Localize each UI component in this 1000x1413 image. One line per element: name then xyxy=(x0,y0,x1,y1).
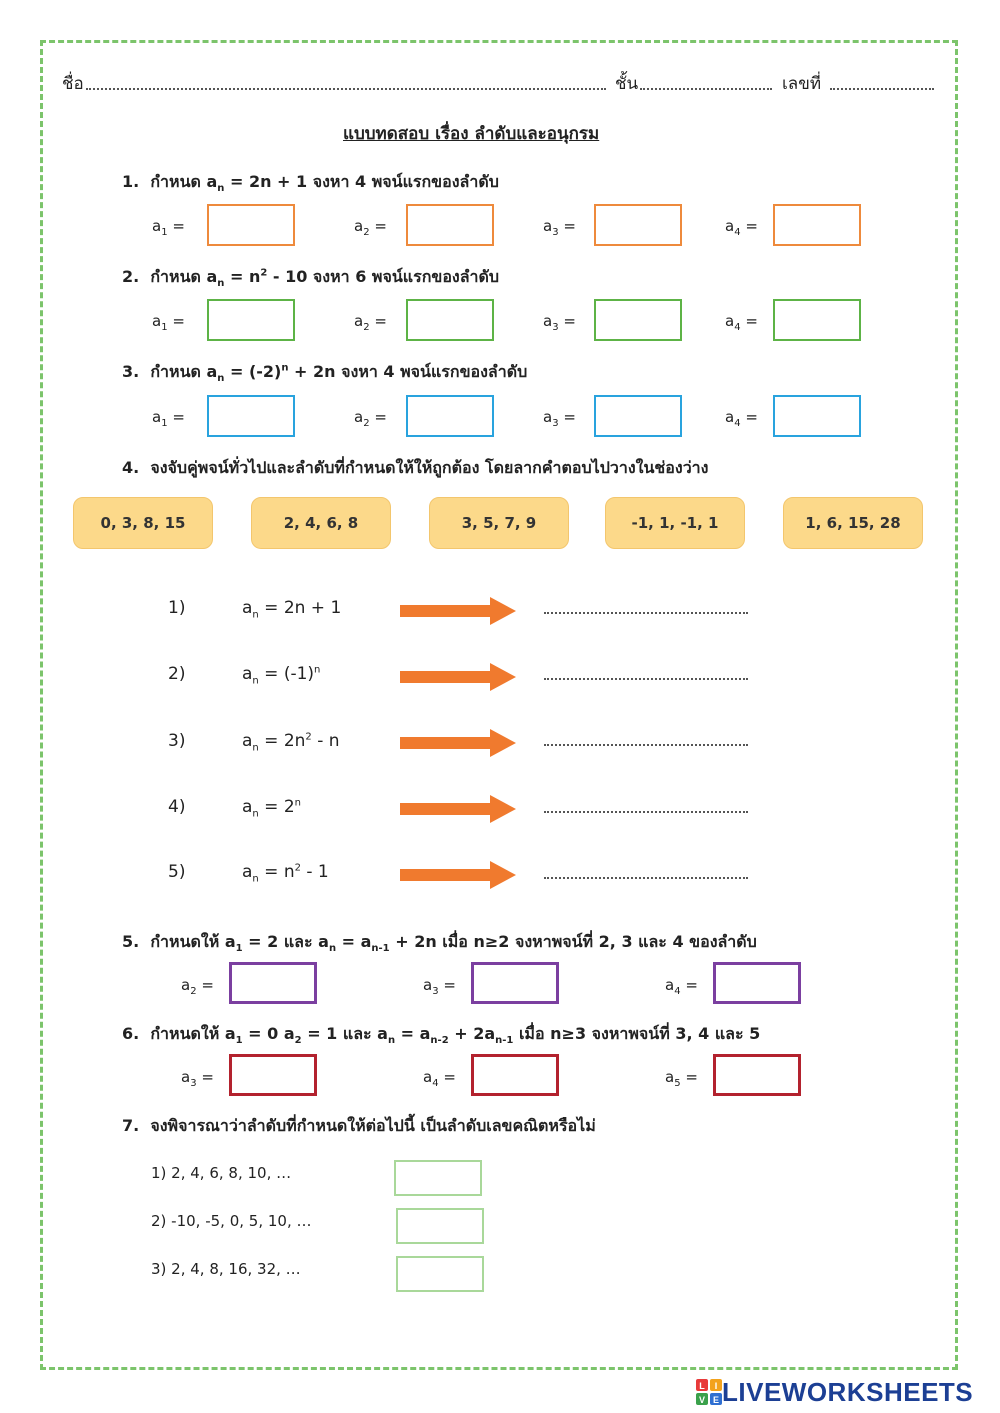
q4-item-5-number: 5) xyxy=(168,862,186,882)
q3-label-a4: $a_4$ = xyxy=(725,408,758,429)
q1-answer-a2[interactable] xyxy=(406,204,494,246)
q5-number: 5. xyxy=(122,932,140,951)
q1-label-a3: $a_3$ = xyxy=(543,217,576,238)
arrow-right-icon xyxy=(398,596,518,626)
q6-number: 6. xyxy=(122,1024,140,1043)
q7-question: 7. จงพิจารณาว่าลำดับที่กำหนดให้ต่อไปนี้ เป็นลำดับเลขคณิตหรือไม่ xyxy=(122,1116,596,1135)
q6-answer-a5[interactable] xyxy=(713,1054,801,1096)
arrow-right-icon xyxy=(398,662,518,692)
q4-drop-zone-5[interactable] xyxy=(544,877,748,879)
q1-label-a4: $a_4$ = xyxy=(725,217,758,238)
q1-sub: n xyxy=(217,183,225,195)
q2-answer-a3[interactable] xyxy=(594,299,682,341)
q6-label-a3: $a_3$ = xyxy=(181,1068,214,1089)
q4-item-1-formula: $a_n = 2n + 1$ xyxy=(242,598,342,621)
q3-answer-a4[interactable] xyxy=(773,395,861,437)
drag-tile-4[interactable]: -1, 1, -1, 1 xyxy=(605,497,745,549)
q3-label-a3: $a_3$ = xyxy=(543,408,576,429)
q6-label-a4: $a_4$ = xyxy=(423,1068,456,1089)
arrow-right-icon xyxy=(398,860,518,890)
name-blank xyxy=(86,88,606,90)
number-blank xyxy=(830,88,934,90)
name-label: ชื่อ xyxy=(62,74,84,94)
q1-text-a: กำหนด a xyxy=(150,172,218,191)
q6-question: 6. กำหนดให้ $a_1 = 0$ $a_2 = 1$ และ $a_n = a_{n-2} + 2a_{n-1}$ เมื่อ n≥3 จงหาพจน์ที่ 3, 4 และ 5 xyxy=(122,1024,761,1047)
liveworksheets-logo-icon xyxy=(696,1379,722,1405)
svg-text:E: E xyxy=(712,1395,720,1405)
q1-label-a1: $a_1$ = xyxy=(152,217,185,238)
q2-label-a3: $a_3$ = xyxy=(543,312,576,333)
q2-answer-a4[interactable] xyxy=(773,299,861,341)
q2-answer-a2[interactable] xyxy=(406,299,494,341)
number-label: เลขที่ xyxy=(782,74,822,94)
q4-item-5-formula: $a_n = n^2 - 1$ xyxy=(242,862,329,885)
q6-label-a5: $a_5$ = xyxy=(665,1068,698,1089)
q2-label-a4: $a_4$ = xyxy=(725,312,758,333)
q4-drop-zone-2[interactable] xyxy=(544,678,748,680)
q1-question xyxy=(122,170,499,195)
q3-answer-a1[interactable] xyxy=(207,395,295,437)
q1-answer-a4[interactable] xyxy=(773,204,861,246)
q6-answer-a4[interactable] xyxy=(471,1054,559,1096)
drag-tile-2[interactable]: 2, 4, 6, 8 xyxy=(251,497,391,549)
q5-answer-a2[interactable] xyxy=(229,962,317,1004)
svg-text:L: L xyxy=(699,1381,705,1391)
q7-answer-1[interactable] xyxy=(394,1160,482,1196)
q4-item-4-formula: $a_n = 2^n$ xyxy=(242,797,301,820)
q5-answer-a4[interactable] xyxy=(713,962,801,1004)
q4-item-2-formula: $a_n = (-1)^n$ xyxy=(242,664,321,687)
q4-item-2-number: 2) xyxy=(168,664,186,684)
arrow-right-icon xyxy=(398,728,518,758)
q3-number: 3. xyxy=(122,362,140,381)
q4-item-1-number: 1) xyxy=(168,598,186,618)
q1-text-b: = 2n + 1 จงหา 4 พจน์แรกของลำดับ xyxy=(224,172,499,191)
q3-answer-a3[interactable] xyxy=(594,395,682,437)
svg-text:I: I xyxy=(714,1381,718,1391)
q7-answer-2[interactable] xyxy=(396,1208,484,1244)
q2-number: 2. xyxy=(122,267,140,286)
class-label: ชั้น xyxy=(615,74,639,94)
q4-drop-zone-1[interactable] xyxy=(544,612,748,614)
q3-question: 3. กำหนด $a_n = (-2)^n + 2n$ จงหา 4 พจน์แรกของลำดับ xyxy=(122,362,528,385)
q5-label-a3: $a_3$ = xyxy=(423,976,456,997)
q3-label-a1: $a_1$ = xyxy=(152,408,185,429)
q3-answer-a2[interactable] xyxy=(406,395,494,437)
svg-text:V: V xyxy=(698,1395,706,1405)
q4-item-4-number: 4) xyxy=(168,797,186,817)
q4-item-3-number: 3) xyxy=(168,731,186,751)
q4-drop-zone-3[interactable] xyxy=(544,744,748,746)
drag-tile-3[interactable]: 3, 5, 7, 9 xyxy=(429,497,569,549)
q5-label-a4: $a_4$ = xyxy=(665,976,698,997)
q7-item-3: 3) 2, 4, 8, 16, 32, … xyxy=(151,1260,301,1278)
q2-label-a2: $a_2$ = xyxy=(354,312,387,333)
q2-label-a1: $a_1$ = xyxy=(152,312,185,333)
q4-item-3-formula: $a_n = 2n^2 - n$ xyxy=(242,731,340,754)
q3-label-a2: $a_2$ = xyxy=(354,408,387,429)
q4-question: 4. จงจับคู่พจน์ทั่วไปและลำดับที่กำหนดให้ให้ถูกต้อง โดยลากคำตอบไปวางในช่องว่าง xyxy=(122,458,709,477)
liveworksheets-logo[interactable] xyxy=(696,1376,973,1408)
q6-answer-a3[interactable] xyxy=(229,1054,317,1096)
q5-answer-a3[interactable] xyxy=(471,962,559,1004)
q2-question: 2. กำหนด $a_n = n^2 - 10$ จงหา 6 พจน์แรกของลำดับ xyxy=(122,267,500,290)
q5-question: 5. กำหนดให้ $a_1 = 2$ และ $a_n = a_{n-1} + 2n$ เมื่อ n≥2 จงหาพจน์ที่ 2, 3 และ 4 ของลำดับ xyxy=(122,932,757,955)
logo-text: LIVEWORKSHEETS xyxy=(722,1376,974,1407)
q7-number: 7. xyxy=(122,1116,140,1135)
q1-label-a2: $a_2$ = xyxy=(354,217,387,238)
q1-answer-a3[interactable] xyxy=(594,204,682,246)
q1-answer-a1[interactable] xyxy=(207,204,295,246)
page-title: แบบทดสอบ เรื่อง ลำดับและอนุกรม xyxy=(343,124,600,144)
q5-label-a2: $a_2$ = xyxy=(181,976,214,997)
q4-drop-zone-4[interactable] xyxy=(544,811,748,813)
q4-number: 4. xyxy=(122,458,140,477)
drag-tile-5[interactable]: 1, 6, 15, 28 xyxy=(783,497,923,549)
arrow-right-icon xyxy=(398,794,518,824)
drag-tile-1[interactable]: 0, 3, 8, 15 xyxy=(73,497,213,549)
q7-item-1: 1) 2, 4, 6, 8, 10, … xyxy=(151,1164,292,1182)
q7-answer-3[interactable] xyxy=(396,1256,484,1292)
q1-number: 1. xyxy=(122,172,140,191)
q2-answer-a1[interactable] xyxy=(207,299,295,341)
class-blank xyxy=(640,88,772,90)
q7-item-2: 2) -10, -5, 0, 5, 10, … xyxy=(151,1212,312,1230)
